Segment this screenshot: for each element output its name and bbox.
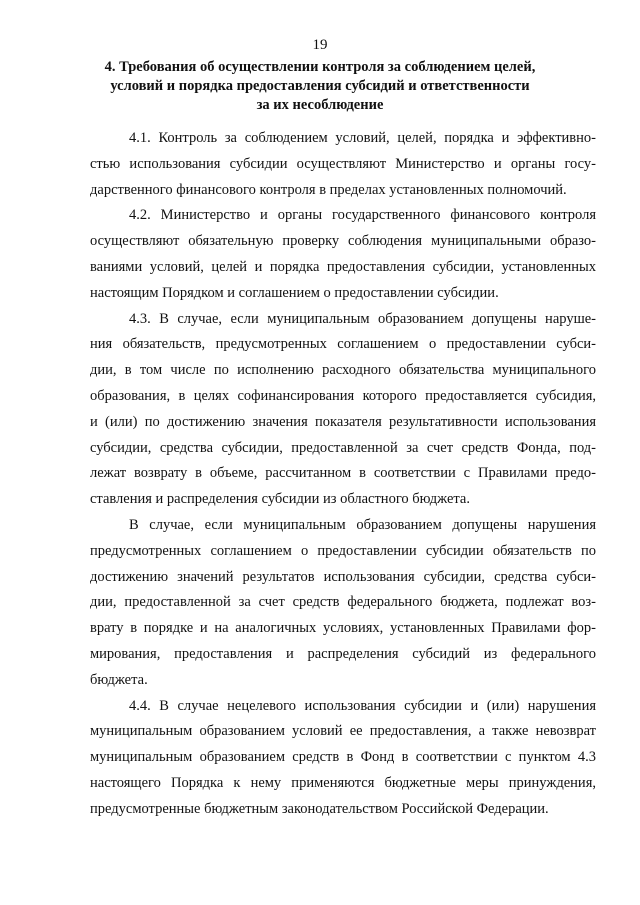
text-line: бюджета. xyxy=(90,671,148,688)
text-line: 4.4. В случае нецелевого использования субсидии и (или) нарушения xyxy=(129,697,596,714)
paragraph-4-4 xyxy=(90,694,596,823)
page-number: 19 xyxy=(312,37,328,53)
text-line: настоящего Порядка к нему применяются бюджетные меры принуждения, xyxy=(90,774,596,791)
text-line: и (или) по достижению значения показателя результативности использования xyxy=(90,413,596,430)
text-line: ния обязательств, предусмотренных соглашением о предоставлении субси- xyxy=(90,336,596,353)
text-line: дии, в том числе по исполнению расходного обязательства муниципального xyxy=(90,362,596,379)
text-line: ставления и распределения субсидии из областного бюджета. xyxy=(90,491,470,508)
section-title xyxy=(100,58,540,115)
text-line: В случае, если муниципальным образованием допущены нарушения xyxy=(129,516,596,533)
text-line: дии, предоставленной за счет средств федерального бюджета, подлежат воз- xyxy=(90,594,596,611)
section-title-line: за их несоблюдение xyxy=(256,97,384,113)
text-line: образования, в целях софинансирования которого предоставляется субсидия, xyxy=(90,387,596,404)
text-line: муниципальным образованием средств в Фонд в соответствии с пунктом 4.3 xyxy=(90,749,596,766)
paragraph-4-3-federal xyxy=(90,513,596,694)
body-text xyxy=(90,126,596,823)
text-line: предусмотренных соглашением о предоставлении субсидии обязательств по xyxy=(90,542,596,559)
paragraph-4-1 xyxy=(90,126,596,203)
section-title-line: 4. Требования об осуществлении контроля за соблюдением целей, xyxy=(104,59,536,75)
text-line: стью использования субсидии осуществляют Министерство и органы госу- xyxy=(90,155,596,172)
section-title-line: условий и порядка предоставления субсидий и ответственности xyxy=(110,78,530,94)
text-line: муниципальным образованием условий ее предоставления, а также невозврат xyxy=(90,723,596,740)
paragraph-4-3 xyxy=(90,307,596,513)
text-line: 4.1. Контроль за соблюдением условий, целей, порядка и эффективно- xyxy=(129,130,596,146)
text-line: осуществляют обязательную проверку соблюдения муниципальными образо- xyxy=(90,233,596,250)
text-line: мирования, предоставления и распределения субсидий из федерального xyxy=(90,645,596,662)
text-line: дарственного финансового контроля в пределах установленных полномочий. xyxy=(90,181,567,198)
text-line: 4.3. В случае, если муниципальным образованием допущены наруше- xyxy=(129,310,596,327)
text-line: врату в порядке и на аналогичных условиях, установленных Правилами фор- xyxy=(90,620,596,637)
text-line: лежат возврату в объеме, рассчитанном в соответствии с Правилами предо- xyxy=(90,465,596,482)
text-line: настоящим Порядком и соглашением о предоставлении субсидии. xyxy=(90,284,499,301)
text-line: достижению значений результатов использования субсидии, средства субси- xyxy=(90,568,596,585)
text-line: 4.2. Министерство и органы государственного финансового контроля xyxy=(129,207,596,224)
text-line: предусмотренные бюджетным законодательством Российской Федерации. xyxy=(90,800,549,817)
text-line: субсидии, средства субсидии, предоставленной за счет средств Фонда, под- xyxy=(90,439,596,456)
text-line: ваниями условий, целей и порядка предоставления субсидии, установленных xyxy=(90,258,596,275)
paragraph-4-2 xyxy=(90,203,596,306)
